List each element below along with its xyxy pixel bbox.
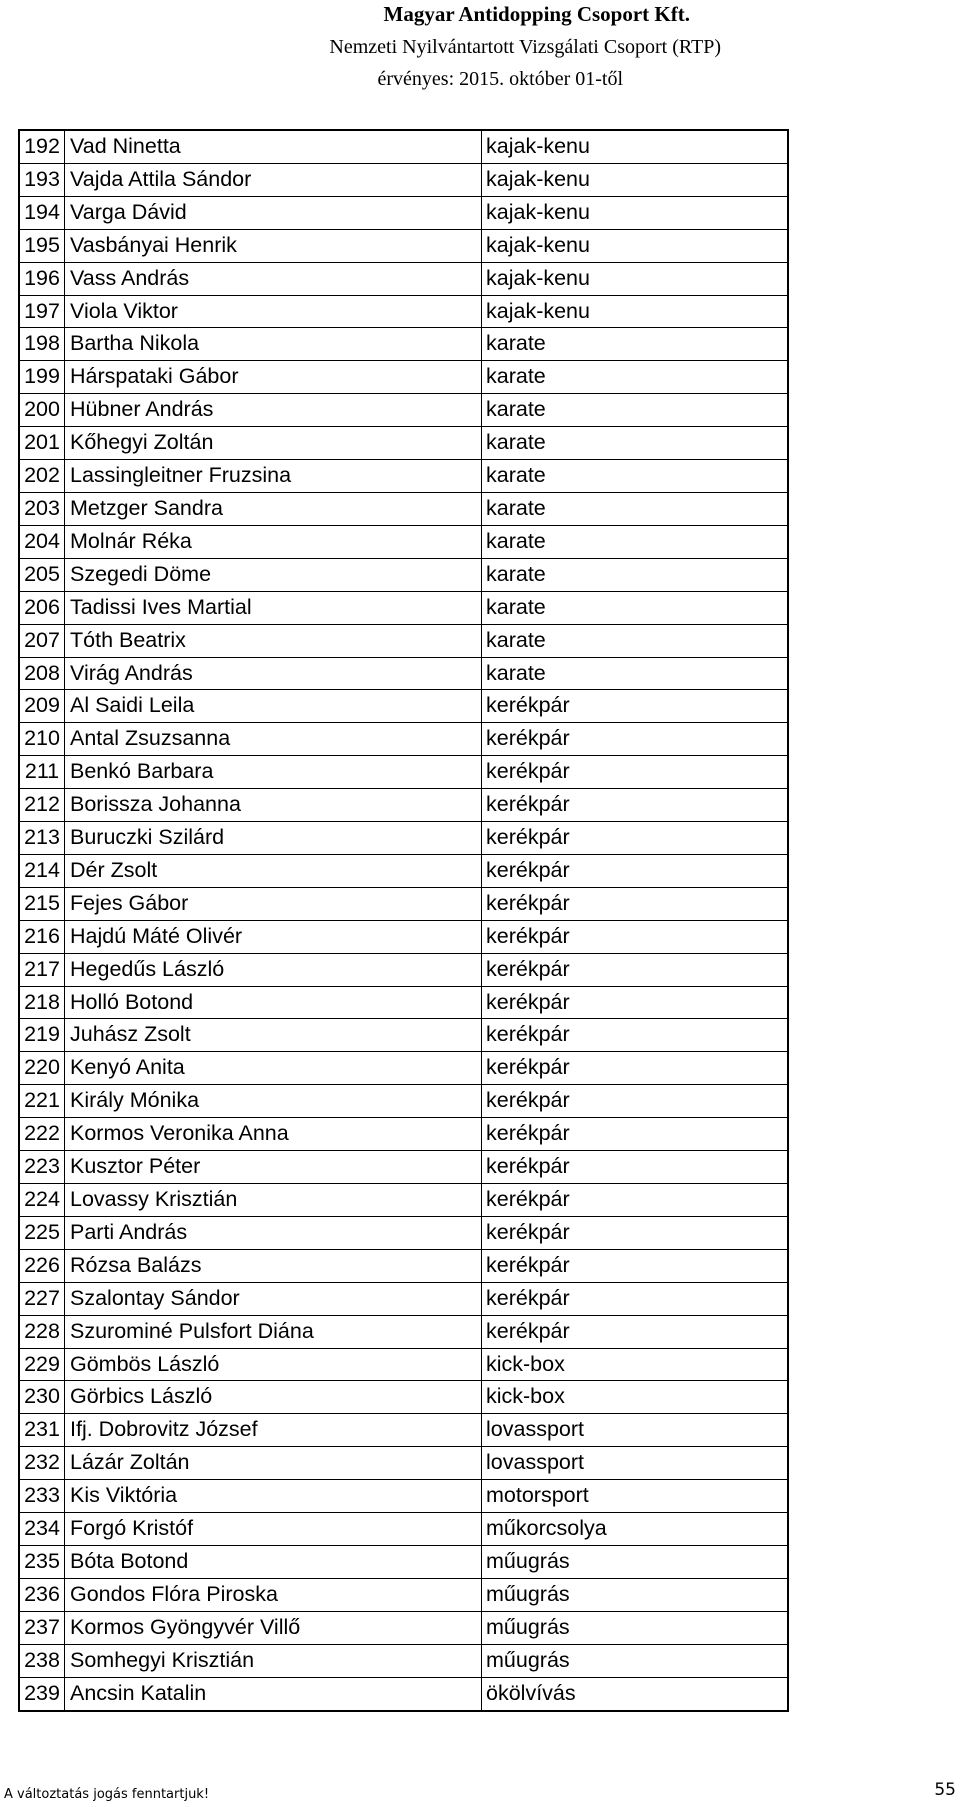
athlete-name: Fejes Gábor (65, 887, 482, 920)
table-row (19, 1249, 788, 1282)
table-row (19, 1348, 788, 1381)
row-number: 199 (19, 361, 65, 394)
sport-name: kajak-kenu (482, 130, 789, 163)
table-row (19, 789, 788, 822)
athlete-name: Somhegyi Krisztián (65, 1644, 482, 1677)
athlete-name: Vasbányai Henrik (65, 229, 482, 262)
athlete-name: Lassingleitner Fruzsina (65, 460, 482, 493)
table-row (19, 1052, 788, 1085)
athlete-name: Ifj. Dobrovitz József (65, 1414, 482, 1447)
row-number: 218 (19, 986, 65, 1019)
sport-name: kerékpár (482, 1249, 789, 1282)
table-row (19, 756, 788, 789)
athlete-name: Bóta Botond (65, 1545, 482, 1578)
row-number: 215 (19, 887, 65, 920)
table-row (19, 1151, 788, 1184)
row-number: 219 (19, 1019, 65, 1052)
athlete-name: Görbics László (65, 1381, 482, 1414)
table-row (19, 690, 788, 723)
sport-name: kerékpár (482, 854, 789, 887)
sport-name: kajak-kenu (482, 262, 789, 295)
sport-name: kerékpár (482, 1118, 789, 1151)
sport-name: kajak-kenu (482, 196, 789, 229)
sport-name: kerékpár (482, 756, 789, 789)
sport-name: karate (482, 558, 789, 591)
sport-name: karate (482, 427, 789, 460)
table-row (19, 1019, 788, 1052)
sport-name: kerékpár (482, 1216, 789, 1249)
sport-name: kerékpár (482, 789, 789, 822)
row-number: 210 (19, 723, 65, 756)
athlete-name: Gondos Flóra Piroska (65, 1578, 482, 1611)
page-number: 55 (934, 1780, 956, 1800)
athlete-name: Hübner András (65, 394, 482, 427)
table-row (19, 295, 788, 328)
athlete-name: Kormos Veronika Anna (65, 1118, 482, 1151)
table-row (19, 196, 788, 229)
sport-name: kerékpár (482, 986, 789, 1019)
sport-name: karate (482, 460, 789, 493)
table-row (19, 1381, 788, 1414)
athlete-name: Kis Viktória (65, 1480, 482, 1513)
sport-name: kerékpár (482, 1085, 789, 1118)
row-number: 194 (19, 196, 65, 229)
sport-name: kajak-kenu (482, 163, 789, 196)
athlete-name: Rózsa Balázs (65, 1249, 482, 1282)
sport-name: kerékpár (482, 1151, 789, 1184)
row-number: 205 (19, 558, 65, 591)
athlete-name: Hajdú Máté Olivér (65, 920, 482, 953)
row-number: 204 (19, 525, 65, 558)
athlete-name: Al Saidi Leila (65, 690, 482, 723)
athlete-name: Hegedűs László (65, 953, 482, 986)
table-row (19, 361, 788, 394)
table-row (19, 1611, 788, 1644)
table-row (19, 822, 788, 855)
sport-name: kerékpár (482, 690, 789, 723)
sport-name: műkorcsolya (482, 1513, 789, 1546)
athlete-name: Borissza Johanna (65, 789, 482, 822)
row-number: 233 (19, 1480, 65, 1513)
table-row (19, 1414, 788, 1447)
sport-name: műugrás (482, 1545, 789, 1578)
table-row (19, 1118, 788, 1151)
row-number: 222 (19, 1118, 65, 1151)
athlete-name: Metzger Sandra (65, 492, 482, 525)
sport-name: kerékpár (482, 953, 789, 986)
athlete-name: Kusztor Péter (65, 1151, 482, 1184)
table-row (19, 854, 788, 887)
sport-name: kerékpár (482, 1282, 789, 1315)
row-number: 217 (19, 953, 65, 986)
row-number: 193 (19, 163, 65, 196)
sport-name: kerékpár (482, 887, 789, 920)
table-row (19, 525, 788, 558)
table-row (19, 492, 788, 525)
athlete-name: Antal Zsuzsanna (65, 723, 482, 756)
row-number: 212 (19, 789, 65, 822)
athlete-name: Hárspataki Gábor (65, 361, 482, 394)
table-row (19, 328, 788, 361)
athlete-name: Virág András (65, 657, 482, 690)
table-row (19, 262, 788, 295)
athlete-name: Buruczki Szilárd (65, 822, 482, 855)
row-number: 224 (19, 1184, 65, 1217)
table-row (19, 460, 788, 493)
row-number: 203 (19, 492, 65, 525)
sport-name: műugrás (482, 1644, 789, 1677)
sport-name: kick-box (482, 1381, 789, 1414)
row-number: 227 (19, 1282, 65, 1315)
row-number: 232 (19, 1447, 65, 1480)
header-org: Magyar Antidopping Csoport Kft. (383, 2, 690, 26)
table-row (19, 163, 788, 196)
table-row (19, 920, 788, 953)
sport-name: karate (482, 657, 789, 690)
table-row (19, 723, 788, 756)
sport-name: műugrás (482, 1578, 789, 1611)
athlete-name: Parti András (65, 1216, 482, 1249)
table-row (19, 1447, 788, 1480)
athlete-name: Lovassy Krisztián (65, 1184, 482, 1217)
row-number: 225 (19, 1216, 65, 1249)
row-number: 238 (19, 1644, 65, 1677)
table-row (19, 887, 788, 920)
row-number: 234 (19, 1513, 65, 1546)
row-number: 198 (19, 328, 65, 361)
athlete-name: Vad Ninetta (65, 130, 482, 163)
footer-note: A változtatás jogás fenntartjuk! (4, 1787, 210, 1802)
table-row (19, 657, 788, 690)
sport-name: kerékpár (482, 1052, 789, 1085)
athlete-name: Viola Viktor (65, 295, 482, 328)
sport-name: kick-box (482, 1348, 789, 1381)
sport-name: karate (482, 361, 789, 394)
athlete-name: Szurominé Pulsfort Diána (65, 1315, 482, 1348)
sport-name: karate (482, 492, 789, 525)
athlete-table-body (19, 130, 788, 1711)
athlete-name: Lázár Zoltán (65, 1447, 482, 1480)
sport-name: karate (482, 328, 789, 361)
row-number: 220 (19, 1052, 65, 1085)
row-number: 195 (19, 229, 65, 262)
table-row (19, 1644, 788, 1677)
row-number: 216 (19, 920, 65, 953)
sport-name: kerékpár (482, 920, 789, 953)
athlete-table (18, 129, 789, 1712)
athlete-name: Juhász Zsolt (65, 1019, 482, 1052)
row-number: 196 (19, 262, 65, 295)
row-number: 231 (19, 1414, 65, 1447)
table-row (19, 624, 788, 657)
row-number: 208 (19, 657, 65, 690)
athlete-name: Kenyó Anita (65, 1052, 482, 1085)
athlete-name: Gömbös László (65, 1348, 482, 1381)
sport-name: ökölvívás (482, 1677, 789, 1710)
athlete-name: Szegedi Döme (65, 558, 482, 591)
athlete-name: Bartha Nikola (65, 328, 482, 361)
row-number: 206 (19, 591, 65, 624)
table-row (19, 953, 788, 986)
athlete-name: Benkó Barbara (65, 756, 482, 789)
table-row (19, 591, 788, 624)
row-number: 211 (19, 756, 65, 789)
athlete-name: Szalontay Sándor (65, 1282, 482, 1315)
row-number: 230 (19, 1381, 65, 1414)
athlete-name: Tadissi Ives Martial (65, 591, 482, 624)
sport-name: karate (482, 525, 789, 558)
table-row (19, 1085, 788, 1118)
table-row (19, 1282, 788, 1315)
row-number: 221 (19, 1085, 65, 1118)
table-row (19, 1677, 788, 1710)
table-row (19, 1184, 788, 1217)
athlete-name: Molnár Réka (65, 525, 482, 558)
table-row (19, 1315, 788, 1348)
row-number: 236 (19, 1578, 65, 1611)
sport-name: kerékpár (482, 1184, 789, 1217)
table-row (19, 558, 788, 591)
table-row (19, 1578, 788, 1611)
row-number: 209 (19, 690, 65, 723)
table-row (19, 1480, 788, 1513)
athlete-name: Vajda Attila Sándor (65, 163, 482, 196)
sport-name: kerékpár (482, 822, 789, 855)
row-number: 226 (19, 1249, 65, 1282)
row-number: 192 (19, 130, 65, 163)
table-row (19, 1216, 788, 1249)
row-number: 228 (19, 1315, 65, 1348)
sport-name: kajak-kenu (482, 295, 789, 328)
athlete-name: Holló Botond (65, 986, 482, 1019)
athlete-name: Kormos Gyöngyvér Villő (65, 1611, 482, 1644)
sport-name: lovassport (482, 1447, 789, 1480)
athlete-name: Dér Zsolt (65, 854, 482, 887)
sport-name: motorsport (482, 1480, 789, 1513)
row-number: 207 (19, 624, 65, 657)
row-number: 197 (19, 295, 65, 328)
row-number: 235 (19, 1545, 65, 1578)
table-row (19, 130, 788, 163)
sport-name: kerékpár (482, 723, 789, 756)
sport-name: lovassport (482, 1414, 789, 1447)
row-number: 200 (19, 394, 65, 427)
row-number: 237 (19, 1611, 65, 1644)
athlete-name: Kőhegyi Zoltán (65, 427, 482, 460)
table-row (19, 1545, 788, 1578)
header-valid-date: érvényes: 2015. október 01-től (377, 68, 623, 90)
sport-name: kerékpár (482, 1019, 789, 1052)
sport-name: karate (482, 394, 789, 427)
athlete-name: Vass András (65, 262, 482, 295)
sport-name: kerékpár (482, 1315, 789, 1348)
athlete-name: Ancsin Katalin (65, 1677, 482, 1710)
sport-name: karate (482, 624, 789, 657)
header-group: Nemzeti Nyilvántartott Vizsgálati Csoport (RTP) (329, 36, 721, 58)
table-row (19, 394, 788, 427)
athlete-name: Forgó Kristóf (65, 1513, 482, 1546)
table-row (19, 229, 788, 262)
sport-name: kajak-kenu (482, 229, 789, 262)
table-row (19, 986, 788, 1019)
row-number: 229 (19, 1348, 65, 1381)
table-row (19, 1513, 788, 1546)
row-number: 201 (19, 427, 65, 460)
sport-name: karate (482, 591, 789, 624)
athlete-name: Király Mónika (65, 1085, 482, 1118)
athlete-name: Tóth Beatrix (65, 624, 482, 657)
row-number: 202 (19, 460, 65, 493)
row-number: 213 (19, 822, 65, 855)
row-number: 223 (19, 1151, 65, 1184)
sport-name: műugrás (482, 1611, 789, 1644)
athlete-name: Varga Dávid (65, 196, 482, 229)
table-row (19, 427, 788, 460)
row-number: 239 (19, 1677, 65, 1710)
row-number: 214 (19, 854, 65, 887)
